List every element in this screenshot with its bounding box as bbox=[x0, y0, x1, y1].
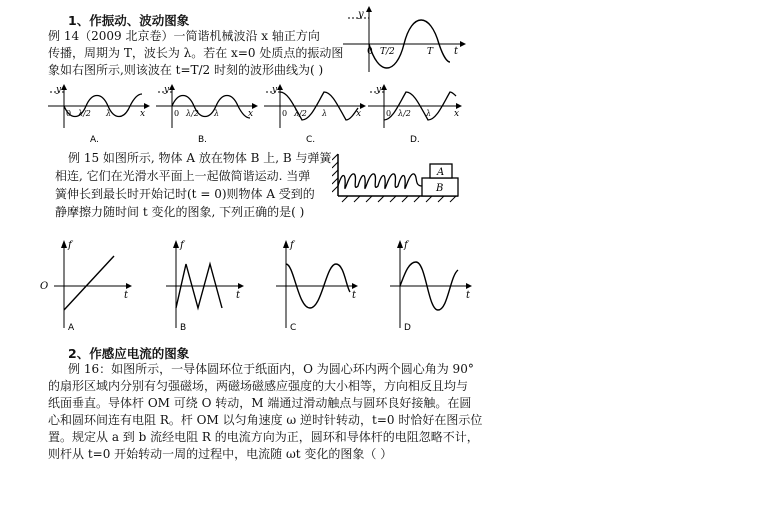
graph-d-f: f bbox=[404, 240, 408, 251]
ex15-line-3: 簧伸长到最长时开始记时(t = 0)则物体 A 受到的 bbox=[55, 187, 315, 201]
wave-a-label: A. bbox=[90, 135, 99, 145]
wave-c-x: x bbox=[356, 109, 362, 119]
wave-c-label: C. bbox=[306, 135, 316, 145]
wave-b-end: λ bbox=[214, 109, 220, 118]
wave-c-end: λ bbox=[322, 109, 328, 118]
ex14-line-2: 传播，周期为 T，波长为 λ。若在 x=0 处质点的振动图 bbox=[48, 46, 344, 60]
ex16-line-1: 例 16：如图所示，一导体圆环位于纸面内，O 为圆心环内两个圆心角为 90° bbox=[68, 362, 474, 376]
force-graph-a bbox=[40, 240, 132, 333]
graph-c-label: C bbox=[290, 323, 297, 333]
wave-option-c bbox=[264, 84, 366, 145]
wave-d-o: 0 bbox=[386, 109, 392, 118]
ex16-line-5: 置。规定从 a 到 b 流经电阻 R 的电流方向为正，圆环和导体杆的电阻忽略不计， bbox=[48, 430, 479, 444]
ex16-line-2: 的扇形区域内分别有匀强磁场，两磁场磁感应强度的大小相等，方向相反且均与 bbox=[48, 379, 469, 393]
block-b-label: B bbox=[436, 183, 444, 194]
wave-c-o: 0 bbox=[282, 109, 288, 118]
vib-y-label: y bbox=[358, 9, 364, 20]
wave-option-b bbox=[156, 84, 258, 145]
spring bbox=[338, 174, 422, 189]
spring-block-diagram bbox=[332, 152, 464, 208]
graph-d-label: D bbox=[404, 323, 411, 333]
wave-d-mid: λ/2 bbox=[398, 109, 411, 118]
graph-a-o: O bbox=[40, 281, 49, 292]
ex16-line-6: 则杆从 t=0 开始转动一周的过程中，电流随 ωt 变化的图象（ ） bbox=[48, 447, 393, 461]
wave-b-label: B. bbox=[198, 135, 208, 145]
wave-b-mid: λ/2 bbox=[186, 109, 199, 118]
graph-b-f: f bbox=[180, 240, 184, 251]
ex15-line-2: 相连, 它们在光滑水平面上一起做简谐运动. 当弹 bbox=[55, 169, 311, 183]
wave-d-y: y bbox=[376, 85, 382, 95]
graph-b-t: t bbox=[236, 290, 241, 301]
wave-d-x: x bbox=[454, 109, 460, 119]
wave-options bbox=[44, 84, 464, 146]
vib-origin: 0 bbox=[367, 47, 373, 57]
ex16-line-4: 心和圆环间连有电阻 R。杆 OM 以匀角速度 ω 逆时针转动，t=0 时恰好在图示位 bbox=[48, 413, 483, 427]
vib-t-half: T/2 bbox=[380, 47, 395, 57]
ground-hatch bbox=[342, 196, 456, 202]
section2-heading: 2、作感应电流的图象 bbox=[68, 346, 190, 361]
ex14-line-1: 例 14（2009 北京卷）一简谐机械波沿 x 轴正方向 bbox=[48, 29, 320, 43]
graph-a-label: A bbox=[68, 323, 75, 333]
wave-a-o: 0 bbox=[66, 109, 72, 118]
ex15-line-1: 例 15 如图所示, 物体 A 放在物体 B 上, B 与弹簧 bbox=[68, 151, 332, 165]
graph-c-f: f bbox=[290, 240, 294, 251]
force-graph-d bbox=[390, 240, 472, 333]
vibration-graph bbox=[338, 4, 468, 76]
block-a-label: A bbox=[437, 167, 445, 178]
wave-a-mid: λ/2 bbox=[78, 109, 91, 118]
ex14-line-3: 象如右图所示,则该波在 t=T/2 时刻的波形曲线为( ) bbox=[48, 63, 324, 77]
graph-a-f: f bbox=[68, 240, 72, 251]
wave-option-a bbox=[48, 84, 150, 145]
graph-a-t: t bbox=[124, 290, 129, 301]
vib-t-axis: t bbox=[454, 46, 459, 57]
ex15-line-4: 静摩擦力随时间 t 变化的图象, 下列正确的是( ) bbox=[55, 205, 305, 219]
graph-d-t: t bbox=[466, 290, 471, 301]
force-graph-c bbox=[276, 240, 358, 333]
wave-b-y: y bbox=[164, 85, 170, 95]
ex16-line-3: 纸面垂直。导体杆 OM 可绕 O 转动，M 端通过滑动触点与圆环良好接触。在圆 bbox=[48, 396, 472, 410]
wave-option-d bbox=[368, 84, 462, 145]
wave-b-o: 0 bbox=[174, 109, 180, 118]
wave-d-label: D. bbox=[410, 135, 420, 145]
wave-a-x: x bbox=[140, 109, 146, 119]
section1-heading: 1、作振动、波动图象 bbox=[68, 13, 190, 28]
wave-b-x: x bbox=[248, 109, 254, 119]
vib-t-full: T bbox=[427, 47, 434, 57]
graph-b-label: B bbox=[180, 323, 187, 333]
wave-c-mid: λ/2 bbox=[294, 109, 307, 118]
wave-c-y: y bbox=[272, 85, 278, 95]
wave-d-end: λ bbox=[426, 109, 432, 118]
graph-c-t: t bbox=[352, 290, 357, 301]
wave-a-end: λ bbox=[106, 109, 112, 118]
force-graphs bbox=[36, 236, 476, 336]
force-graph-b bbox=[166, 240, 244, 333]
wave-a-y: y bbox=[56, 85, 62, 95]
wall-hatch bbox=[332, 154, 338, 192]
